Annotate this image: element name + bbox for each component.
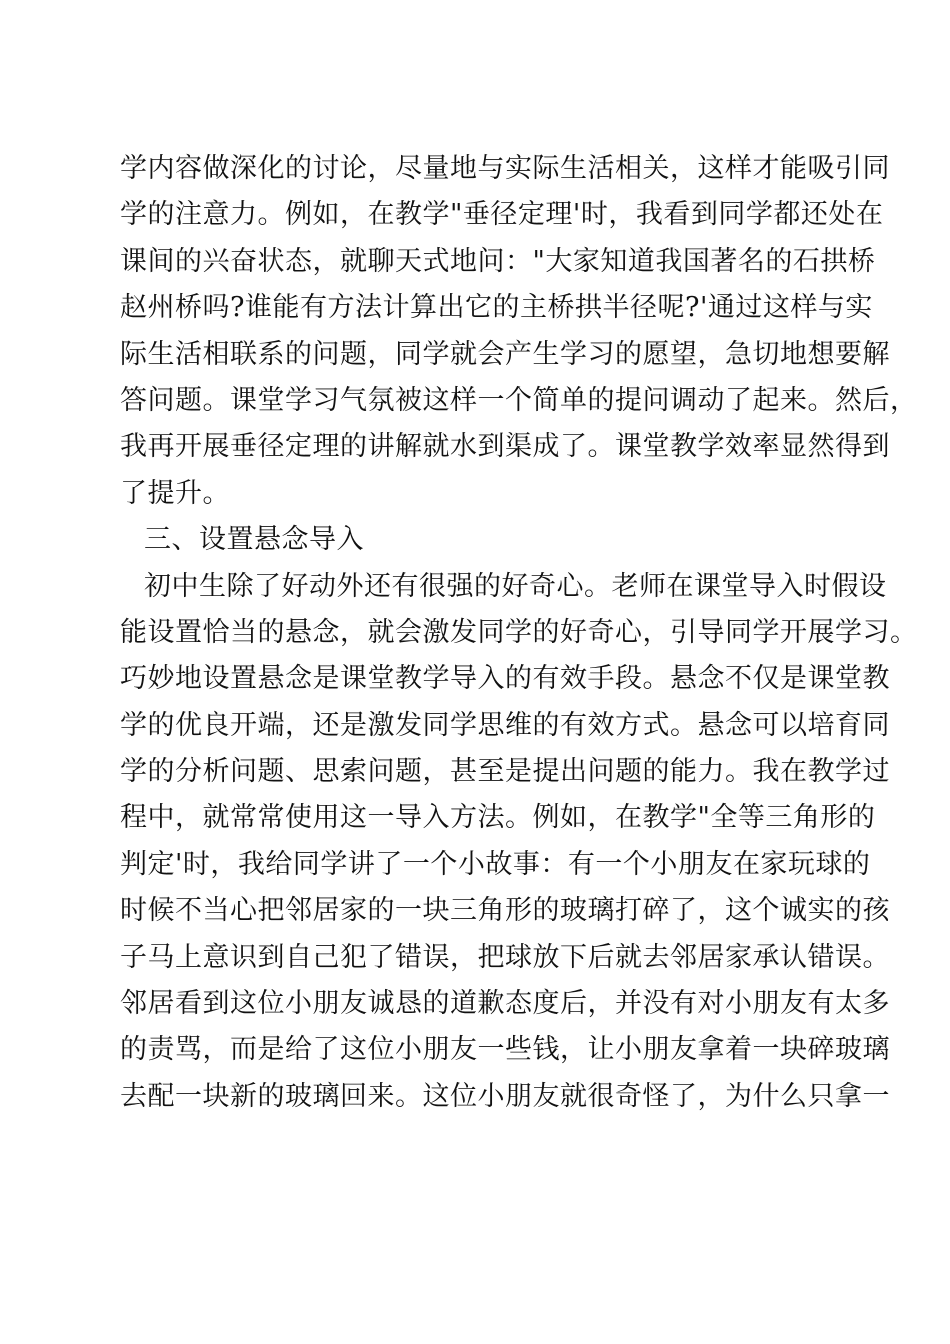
text-line: 了提升。 <box>120 477 230 509</box>
text-line: 时候不当心把邻居家的一块三角形的玻璃打碎了，这个诚实的孩 <box>120 895 890 927</box>
text-line: 去配一块新的玻璃回来。这位小朋友就很奇怪了，为什么只拿一 <box>120 1080 890 1112</box>
text-line: 能设置恰当的悬念，就会激发同学的好奇心，引导同学开展学习。 <box>120 616 918 648</box>
text-line: 判定'时，我给同学讲了一个小故事：有一个小朋友在家玩球的 <box>120 848 871 880</box>
text-line: 学内容做深化的讨论，尽量地与实际生活相关，这样才能吸引同 <box>120 153 890 184</box>
text-line: 学的优良开端，还是激发同学思维的有效方式。悬念可以培育同 <box>120 709 890 741</box>
text-line: 课间的兴奋状态，就聊天式地问："大家知道我国著名的石拱桥 <box>120 245 876 277</box>
text-line: 学的分析问题、思索问题，甚至是提出问题的能力。我在教学过 <box>120 756 890 788</box>
section-heading: 三、设置悬念导入 <box>144 524 364 556</box>
text-line: 赵州桥吗?谁能有方法计算出它的主桥拱半径呢?'通过这样与实 <box>120 292 873 324</box>
text-line: 程中，就常常使用这一导入方法。例如，在教学"全等三角形的 <box>120 802 876 834</box>
text-line: 的责骂，而是给了这位小朋友一些钱，让小朋友拿着一块碎玻璃 <box>120 1034 890 1066</box>
text-line: 邻居看到这位小朋友诚恳的道歉态度后，并没有对小朋友有太多 <box>120 988 890 1020</box>
text-line: 初中生除了好动外还有很强的好奇心。老师在课堂导入时假设 <box>144 570 887 602</box>
text-line: 答问题。课堂学习气氛被这样一个简单的提问调动了起来。然后， <box>120 384 918 416</box>
text-line: 巧妙地设置悬念是课堂教学导入的有效手段。悬念不仅是课堂教 <box>120 663 890 695</box>
text-line: 际生活相联系的问题，同学就会产生学习的愿望，急切地想要解 <box>120 338 890 370</box>
text-line: 子马上意识到自己犯了错误，把球放下后就去邻居家承认错误。 <box>120 941 890 973</box>
text-line: 我再开展垂径定理的讲解就水到渠成了。课堂教学效率显然得到 <box>120 431 890 463</box>
body-text <box>120 146 918 1120</box>
text-line: 学的注意力。例如，在教学"垂径定理'时，我看到同学都还处在 <box>120 199 884 231</box>
